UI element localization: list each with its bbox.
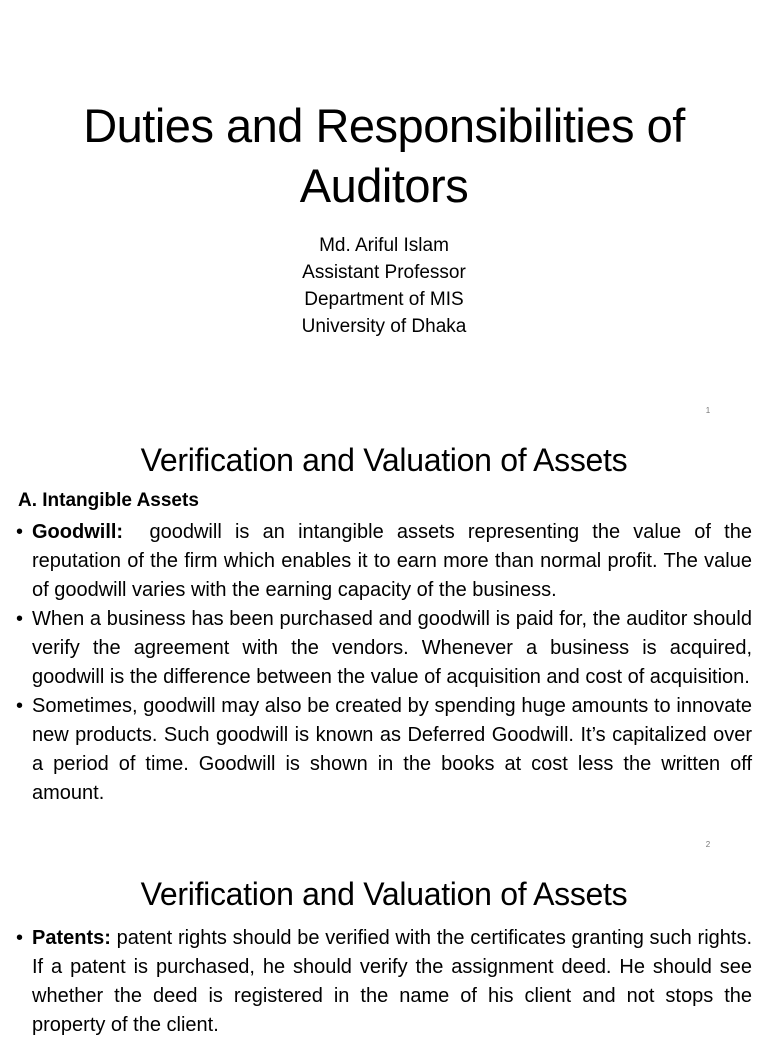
bullet-text: When a business has been purchased and goodwill is paid for, the auditor should verify the agreement with the vendors. Whenever a business is acquired, goodwill is the difference between the value of acquisition and cost of acquisition. [32, 608, 752, 688]
content-slide [0, 856, 768, 1036]
bullet-icon: • [16, 521, 24, 543]
list-item [16, 605, 752, 692]
author-department: Department of MIS [304, 289, 464, 310]
content-slide [0, 420, 768, 856]
list-item [16, 692, 752, 808]
bullet-text: patent rights should be verified with the certificates granting such rights. If a patent is purchased, he should verify the assignment deed. He should see whether the deed is registered in the name of his client and not stops the property of the client. [32, 927, 758, 1036]
bullet-term: Patents: [32, 927, 111, 949]
page-number: 1 [705, 406, 711, 415]
author-info [0, 232, 768, 340]
author-university: University of Dhaka [301, 316, 467, 337]
bullet-icon: • [16, 927, 24, 949]
section-heading: A. Intangible Assets [18, 490, 199, 511]
bullet-text: Sometimes, goodwill may also be created by spending huge amounts to innovate new products. Such goodwill is known as Deferred Goodwill. It’s capitalized over a period of time. Goodwill is shown in the books at cost less the written off amount. [32, 695, 752, 804]
author-name: Md. Ariful Islam [319, 235, 449, 256]
slide-title: Verification and Valuation of Assets [140, 442, 628, 478]
bullet-term: Goodwill: [32, 521, 124, 543]
presentation-title: Duties and Responsibilities of Auditors [83, 99, 685, 212]
bullet-text: goodwill is an intangible assets representing the value of the reputation of the firm which enables it to earn more than normal profit. The value of goodwill varies with the earning capacity of the business. [32, 521, 758, 601]
list-item [16, 518, 758, 605]
bullet-list [16, 518, 758, 808]
author-position: Assistant Professor [302, 262, 466, 283]
bullet-icon: • [16, 608, 24, 630]
bullet-list [16, 924, 758, 1040]
page-number: 2 [705, 840, 711, 849]
slide-title: Verification and Valuation of Assets [140, 876, 628, 912]
bullet-icon: • [16, 695, 24, 717]
list-item [16, 924, 758, 1040]
title-slide [0, 0, 768, 420]
